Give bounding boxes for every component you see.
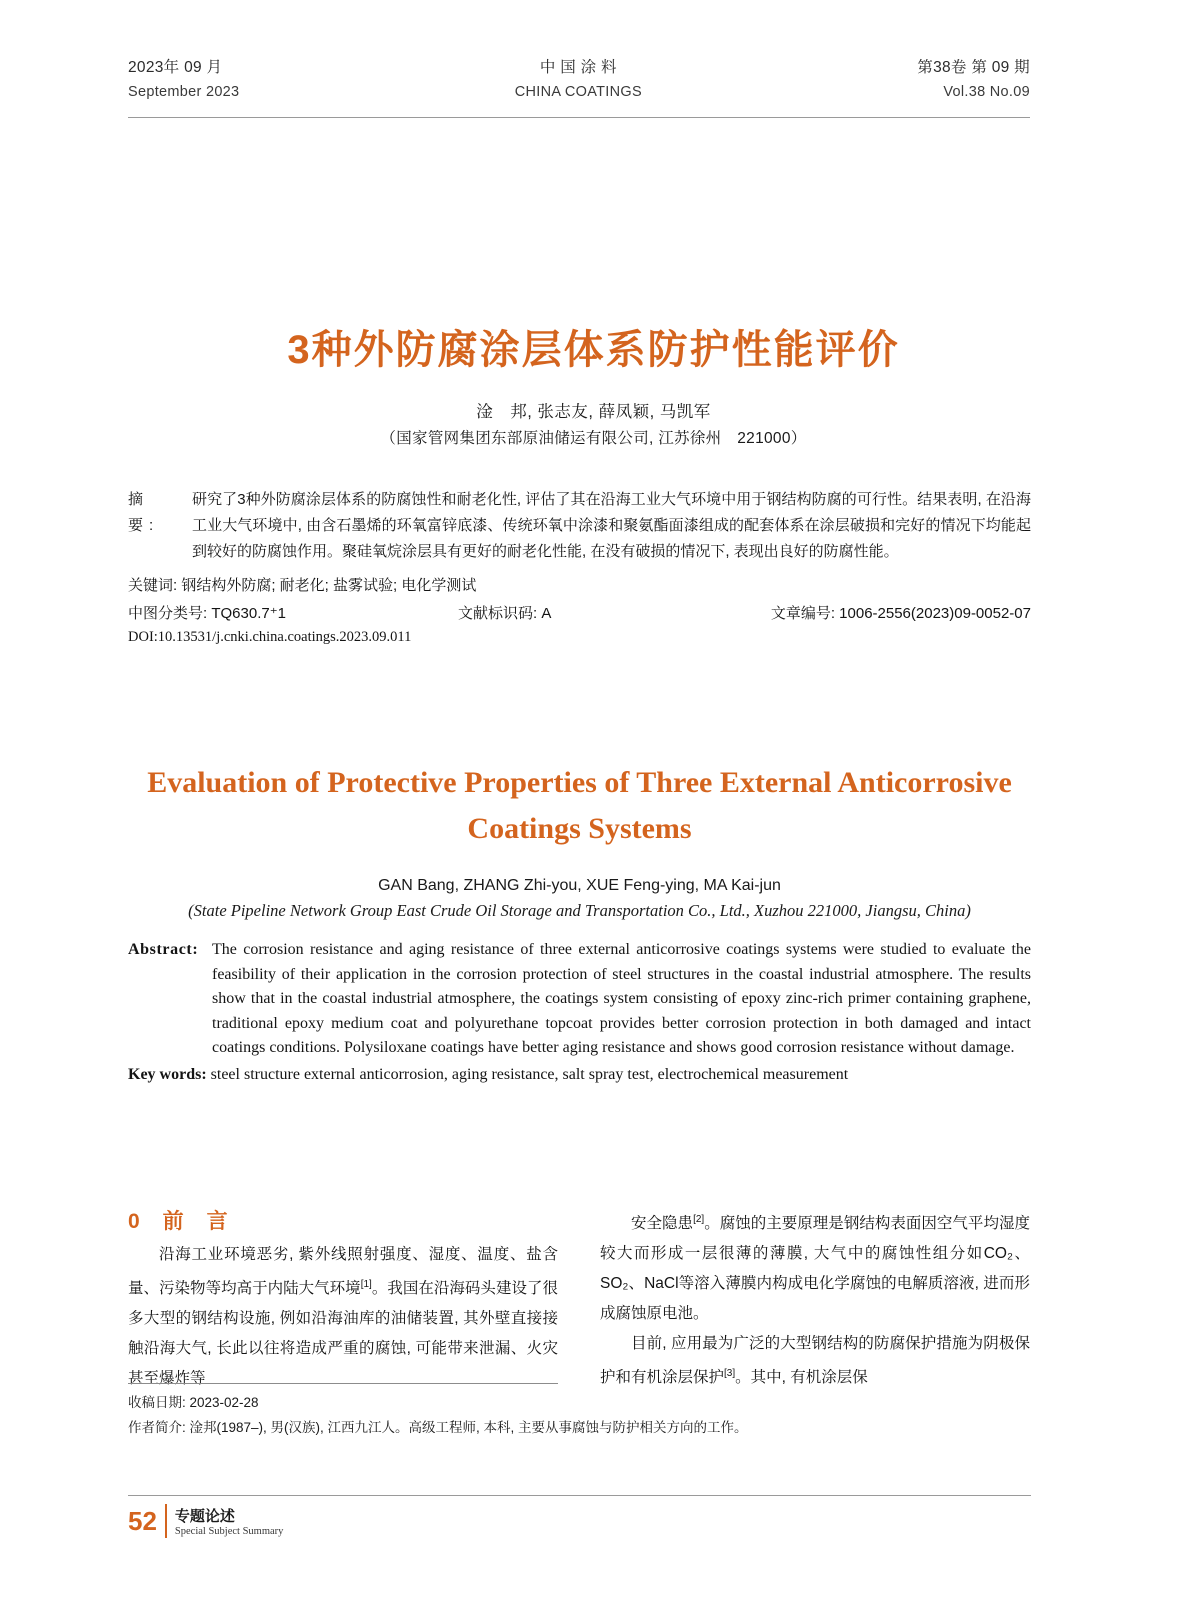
volume-issue-en: Vol.38 No.09: [943, 84, 1030, 100]
footer-accent-bar: [165, 1504, 167, 1538]
page-footer: [128, 1495, 1031, 1538]
clc-number: 中图分类号: TQ630.7⁺1: [128, 605, 286, 622]
issue-date-cn: 2023年 09 月: [128, 59, 223, 76]
authors-cn: 淦 邦, 张志友, 薛凤颖, 马凯军: [476, 403, 711, 421]
keywords-text-en: steel structure external anticorrosion, aging resistance, salt spray test, electrochemical measurement: [210, 1066, 849, 1083]
footer-section-labels: [175, 1505, 283, 1537]
footer-label-en: Special Subject Summary: [174, 1526, 284, 1537]
running-head-left: [128, 55, 239, 100]
authors-en: GAN Bang, ZHANG Zhi-you, XUE Feng-ying, MA Kai-jun: [378, 877, 781, 894]
keywords-label-en: Key words:: [128, 1066, 207, 1083]
abstract-text-en: The corrosion resistance and aging resistance of three external anticorrosive coatings systems were studied to evaluate the feasibility of their application in the corrosion protection of steel structures in the coastal industrial atmosphere. The results show that in the coastal industrial atmosphere, the coatings system consisting of epoxy zinc-rich primer containing graphene, traditional epoxy medium coat and polyurethane topcoat provides better corrosion protection in both damaged and intact coatings conditions. Polysiloxane coatings have better aging resistance and shows good corrosion resistance without damage.: [212, 941, 1031, 1056]
page-number: 52: [128, 1506, 157, 1536]
body-column-left: [128, 1240, 558, 1394]
received-date: 收稿日期: 2023-02-28: [128, 1395, 259, 1410]
abstract-label-en: Abstract:: [128, 941, 199, 958]
issue-date-en: September 2023: [128, 84, 240, 100]
article-id: 文章编号: 1006-2556(2023)09-0052-07: [770, 605, 1031, 622]
running-head: [128, 55, 1030, 118]
volume-issue-cn: 第38卷 第 09 期: [917, 59, 1030, 76]
keywords-en: [128, 1063, 1031, 1088]
footnote-divider: [128, 1383, 558, 1384]
body-paragraph: 沿海工业环境恶劣, 紫外线照射强度、湿度、温度、盐含量、污染物等均高于内陆大气环境[1]。我国在沿海码头建设了很多大型的钢结构设施, 例如沿海油库的油储装置, 其外壁直接接触沿海大气, 长此以往将造成严重的腐蚀, 可能带来泄漏、火灾甚至爆炸等: [128, 1246, 558, 1388]
running-head-center: [515, 55, 642, 100]
affiliation-en: (State Pipeline Network Group East Crude Oil Storage and Transportation Co., Ltd., Xuzhou 221000, Jiangsu, China): [188, 901, 971, 920]
keywords-cn: 关键词: 钢结构外防腐; 耐老化; 盐雾试验; 电化学测试: [128, 577, 477, 594]
abstract-en: [128, 938, 1031, 1061]
footnotes: [128, 1390, 1031, 1440]
body-column-right: [600, 1205, 1030, 1393]
page-title-en: Evaluation of Protective Properties of Three External Anticorrosive Coatings Systems: [147, 766, 1012, 845]
affiliation-cn: （国家管网集团东部原油储运有限公司, 江苏徐州 221000）: [380, 430, 807, 447]
abstract-cn: [128, 487, 1031, 565]
footer-label-cn: 专题论述: [174, 1508, 235, 1525]
journal-name-en: CHINA COATINGS: [514, 84, 642, 100]
section-heading-introduction: 0 前 言: [128, 1210, 229, 1233]
journal-name-cn: 中 国 涂 料: [539, 59, 617, 76]
author-bio: 作者简介: 淦邦(1987–), 男(汉族), 江西九江人。高级工程师, 本科, 主要从事腐蚀与防护相关方向的工作。: [128, 1420, 748, 1435]
article-meta-cn: [128, 601, 1031, 627]
body-paragraph: 安全隐患[2]。腐蚀的主要原理是钢结构表面因空气平均湿度较大而形成一层很薄的薄膜, 大气中的腐蚀性组分如CO₂、SO₂、NaCl等溶入薄膜内构成电化学腐蚀的电解质溶液, 进而形成腐蚀原电池。: [600, 1214, 1030, 1323]
running-head-right: [917, 55, 1030, 100]
doi: DOI:10.13531/j.cnki.china.coatings.2023.09.011: [128, 629, 412, 645]
page-title-cn: 3种外防腐涂层体系防护性能评价: [287, 328, 900, 372]
abstract-text-cn: 研究了3种外防腐涂层体系的防腐蚀性和耐老化性, 评估了其在沿海工业大气环境中用于钢结构防腐的可行性。结果表明, 在沿海工业大气环境中, 由含石墨烯的环氧富锌底漆、传统环氧中涂漆和聚氨酯面漆组成的配套体系在涂层破损和完好的情况下均能起到较好的防腐蚀作用。聚硅氧烷涂层具有更好的耐老化性能, 在没有破损的情况下, 表现出良好的防腐性能。: [192, 491, 1031, 560]
abstract-label-cn: 摘 要:: [128, 491, 171, 534]
body-paragraph: 目前, 应用最为广泛的大型钢结构的防腐保护措施为阴极保护和有机涂层保护[3]。其中, 有机涂层保: [600, 1335, 1030, 1387]
document-code: 文献标识码: A: [458, 605, 552, 622]
